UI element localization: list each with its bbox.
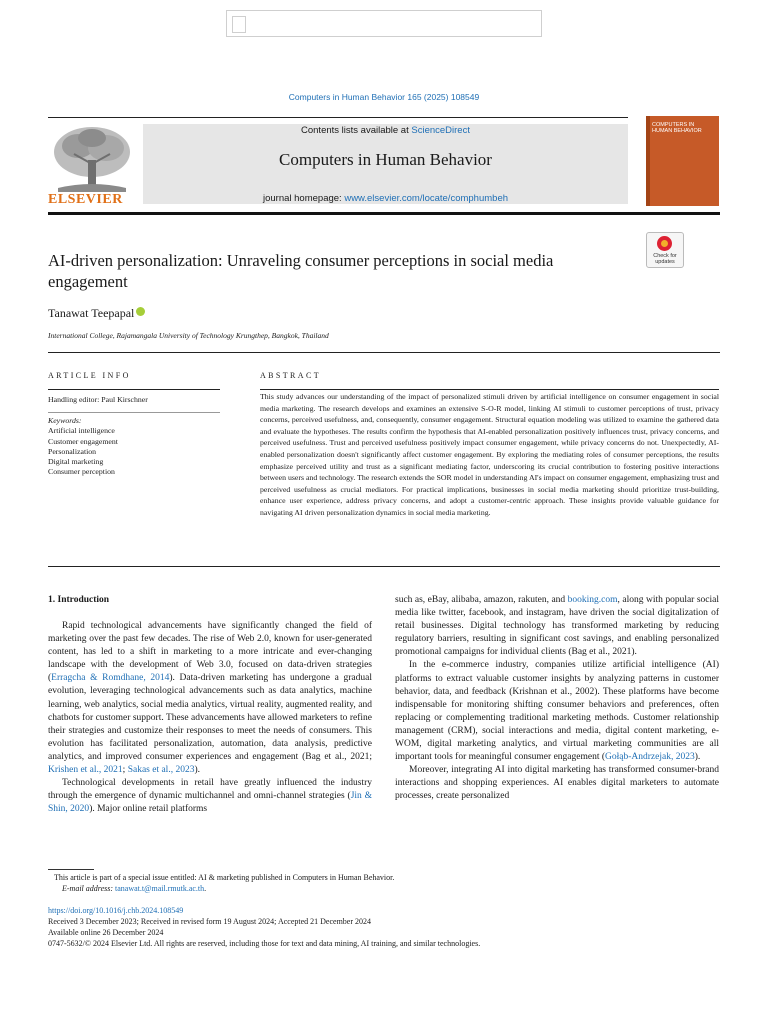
email-line <box>62 884 206 895</box>
text-run: , along with popular social media like twitter, facebook, and instagram, have driven the social digitalization of retail businesses. Digital technology has transformed marketing by reducing regulatory barriers, resulting in significant cost savings, and enabling personalized promotional campaigns for individual clients (Bag et al., 2021). <box>395 595 719 658</box>
intro-paragraph <box>395 594 719 659</box>
text-run: such as, eBay, alibaba, amazon, rakuten, and <box>395 595 568 605</box>
citation-link[interactable]: Jin & Shin, 2020 <box>48 791 372 815</box>
citation-link[interactable]: Erragcha & Romdhane, 2014 <box>51 673 170 684</box>
homepage-link[interactable]: www.elsevier.com/locate/comphumbeh <box>344 193 509 204</box>
check-for-updates-button[interactable] <box>646 232 684 268</box>
page-placeholder-icon <box>232 16 246 33</box>
citation-link[interactable]: Sakas et al., 2023 <box>127 765 195 776</box>
top-frame-box <box>226 10 542 37</box>
keywords-block <box>48 416 118 478</box>
header-thick-rule <box>48 212 720 215</box>
abstract-bottom-rule <box>48 566 720 567</box>
article-title: AI-driven personalization: Unraveling consumer perceptions in social media engagement <box>48 251 554 291</box>
section-heading-introduction: 1. Introduction <box>48 595 110 605</box>
contents-line <box>143 125 628 136</box>
text-run: ; <box>122 765 128 776</box>
abstract-rule <box>260 389 719 390</box>
cover-spine <box>646 116 650 206</box>
article-info-heading: ARTICLE INFO <box>48 371 131 380</box>
footnote-rule <box>48 869 94 870</box>
received-dates: Received 3 December 2023; Received in revised form 19 August 2024; Accepted 21 December 2024 <box>48 917 372 926</box>
email-label: E-mail address: <box>62 884 116 893</box>
abstract-heading: ABSTRACT <box>260 371 321 380</box>
orcid-icon[interactable] <box>136 307 145 316</box>
affiliation: International College, Rajamangala University of Technology Krungthep, Bangkok, Thailand <box>48 331 329 340</box>
text-run: In the e-commerce industry, companies utilize artificial intelligence (AI) platforms to extract valuable customer insights by analyzing patterns in customer behavior, data, and feedback (Krishnan et al., 2002). These platforms have become indispensable for monitoring shifting consumer behaviors and preferences, often replacing or complementing traditional marketing methods. Customer relationship management (CRM), social interactions and media, digital content marketing, e-WOM, digital marketing analytics, and virtual marketing communities are all important tools for meaningful consumer engagement ( <box>395 660 719 763</box>
contents-prefix: Contents lists available at <box>301 125 412 136</box>
abstract-text: This study advances our understanding of the impact of personalized stimuli driven by artificial intelligence on consumer engagement in social media marketing. The research develops and examines an extensive S-O-R model, linking AI stimuli to customer perceptions of trust, privacy concerns, perceived usefulness, and, consequently, consumer engagement. Structural equation modeling was utilized to examine the gathered data and evaluate the hypotheses. The results confirm the hypothesis that AI-enabled personalization positively influences trust, privacy concerns, and perceived usefulness. Trust and perceived usefulness positively impact consumer engagement, while privacy concerns do not. Unexpectedly, AI-enabled personalization doesn't significantly affect customer engagement. By exploring the mediating roles of consumer perceptions, the results emphasize perceived utility and trust as a significant mediating factor, underscoring its crucial contribution to fostering positive interactions between users and technology. The research extends the SOR model in understanding AI's impact on consumer engagement, emphasizing trust and perceived usefulness as crucial mediators. For practical implications, businesses in social media marketing should prioritize trust-building, enhance user experience, address privacy concerns, and adopt a customer-centric approach. These insights provide valuable guidance for navigating AI driven personalization dynamics in social media marketing. <box>260 392 719 517</box>
header-top-rule <box>48 117 628 118</box>
author-name[interactable]: Tanawat Teepapal <box>48 306 135 320</box>
text-run: ). Data-driven marketing has undergone a gradual evolution, leveraging technological advancements such as data analytics, machine learning, web analytics, social media analytics, virtual reality, augmented reality, and chatbots for customer support. These advancements have allowed marketers to refine their strategies and customize their responses to meet the needs of consumers. This evolution has facilitated personalization, automation, data analysis, predictive analytics, and improved consumer experiences and engagement (Bag et al., 2021; <box>48 673 372 762</box>
text-run: . <box>204 884 207 893</box>
intro-paragraph <box>48 777 372 816</box>
check-updates-label: Check for updates <box>653 253 677 265</box>
keywords-label: Keywords: <box>48 416 82 425</box>
text-run: ). <box>694 752 701 763</box>
keyword-item: Customer engagement <box>48 436 118 446</box>
publisher-name: ELSEVIER <box>48 192 123 207</box>
handling-editor: Handling editor: Paul Kirschner <box>48 395 148 404</box>
citation-link[interactable]: Krishen et al., 2021 <box>48 765 123 776</box>
check-updates-icon <box>657 236 672 251</box>
homepage-line <box>143 193 628 204</box>
intro-paragraph <box>48 620 372 777</box>
text-run: ). <box>194 765 200 776</box>
copyright-line: 0747-5632/© 2024 Elsevier Ltd. All rights are reserved, including those for text and data mining, AI training, and similar technologies. <box>48 939 481 948</box>
keyword-item: Digital marketing <box>48 457 104 467</box>
intro-right-column <box>395 594 719 804</box>
cover-title: COMPUTERS IN HUMAN BEHAVIOR <box>652 122 702 134</box>
special-issue-note: This article is part of a special issue entitled: AI & marketing published in Computers in Human Behavior. <box>54 873 395 882</box>
available-online: Available online 26 December 2024 <box>48 928 164 937</box>
intro-paragraph <box>395 764 719 803</box>
author-line <box>48 306 145 321</box>
citation-link[interactable]: booking.com <box>567 595 618 605</box>
citation-link[interactable]: Gołąb-Andrzejak, 2023 <box>605 752 695 763</box>
doi-link[interactable]: https://doi.org/10.1016/j.chb.2024.108549 <box>48 906 184 915</box>
text-run: ). Major online retail platforms <box>89 804 208 815</box>
text-run: Moreover, integrating AI into digital marketing has transformed consumer-brand interactions and shopping experiences. AI enables digital marketers to automate processes, create personalized <box>395 765 719 802</box>
sciencedirect-link[interactable]: ScienceDirect <box>411 125 470 136</box>
keywords-rule <box>48 412 220 413</box>
homepage-prefix: journal homepage: <box>262 193 345 204</box>
journal-citation[interactable]: Computers in Human Behavior 165 (2025) 108549 <box>288 92 480 102</box>
email-link[interactable]: tanawat.t@mail.rmutk.ac.th <box>115 884 205 893</box>
journal-title: Computers in Human Behavior <box>279 150 492 169</box>
keyword-item: Personalization <box>48 446 97 456</box>
text-run: Rapid technological advancements have significantly changed the field of marketing over the past few decades. The rise of Web 2.0, known for user-generated content, has led to a shift in marketing to a more intricate and ever-changing landscape with the development of Web 3.0, focused on data-driven strategies ( <box>48 621 372 684</box>
keyword-item: Artificial intelligence <box>48 426 115 436</box>
article-info-rule <box>48 389 220 390</box>
intro-paragraph <box>395 659 719 764</box>
keyword-item: Consumer perception <box>48 467 115 477</box>
intro-left-column <box>48 620 372 816</box>
title-separator-rule <box>48 352 720 353</box>
text-run: Technological developments in retail have greatly influenced the industry through the emergence of dynamic multichannel and omni-channel strategies ( <box>48 778 372 802</box>
journal-cover-thumbnail[interactable] <box>646 116 719 206</box>
